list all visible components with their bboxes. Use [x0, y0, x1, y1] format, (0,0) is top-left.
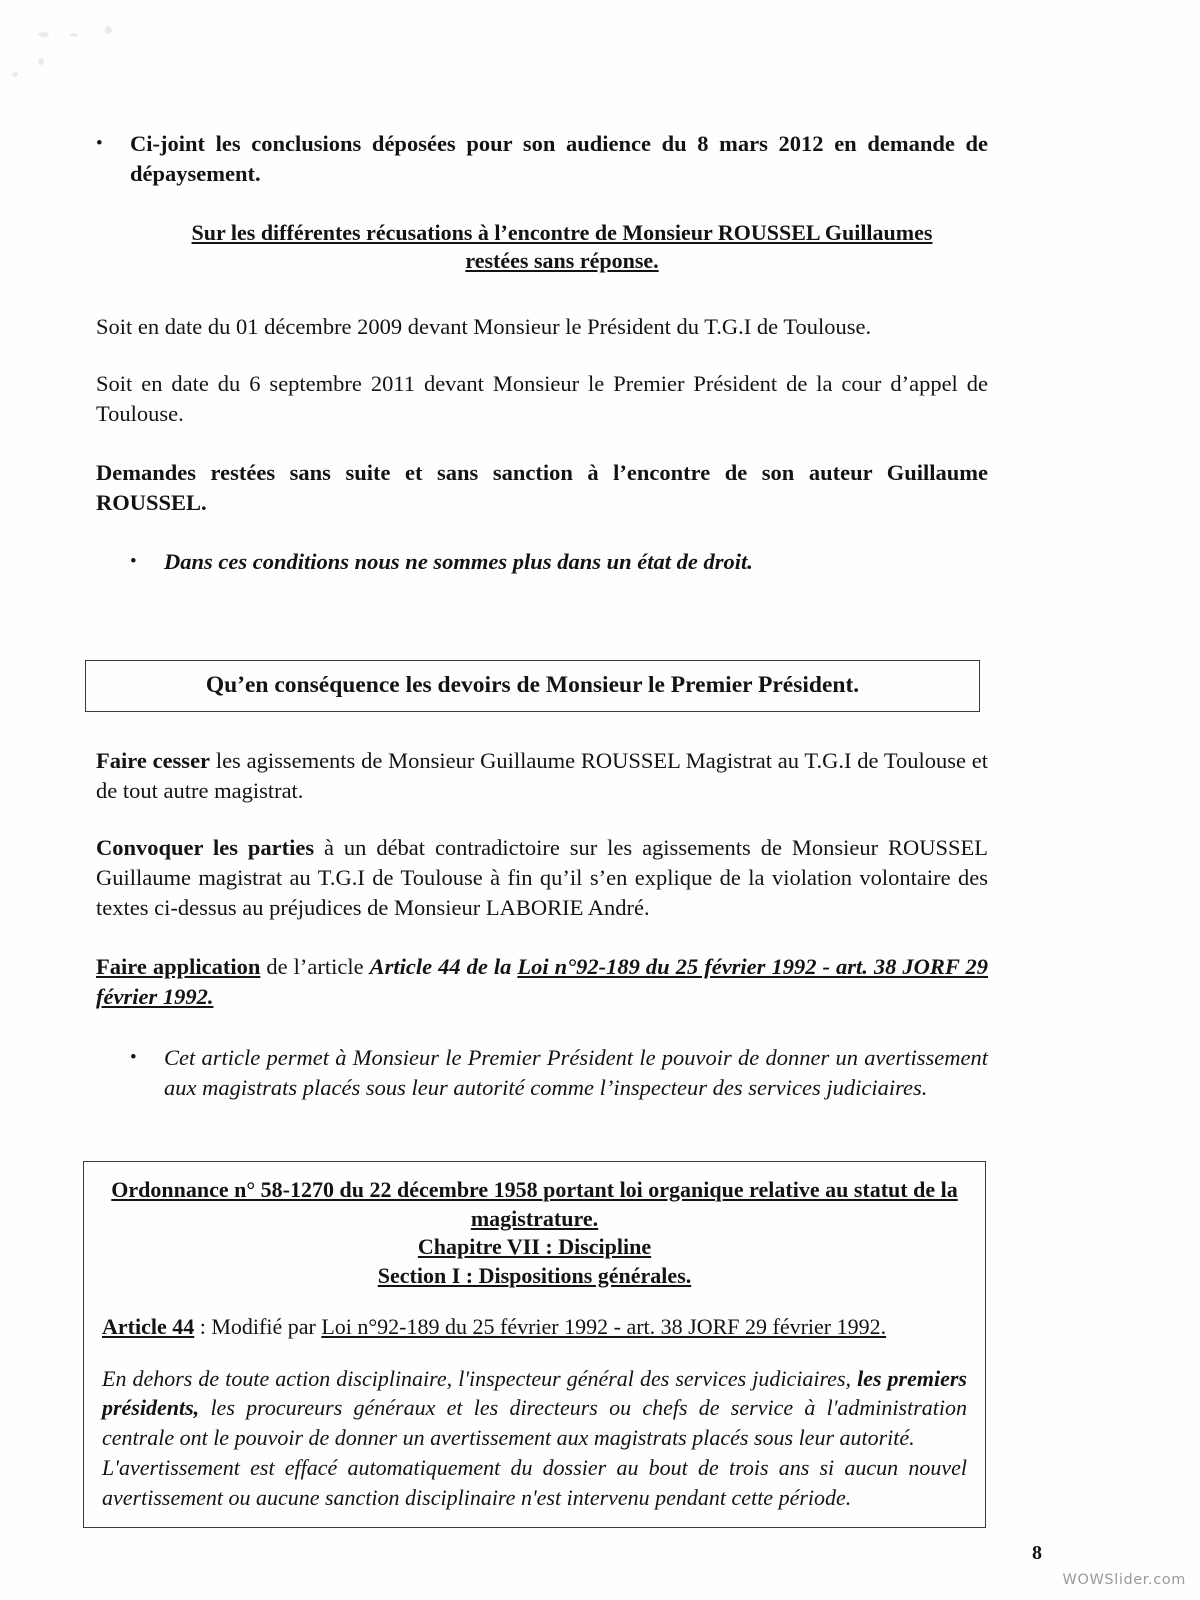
list-item-etat-de-droit [96, 547, 988, 577]
page-number: 8 [1032, 1542, 1042, 1564]
ordonnance-quote-paragraph-1 [102, 1364, 967, 1454]
faire-cesser-lead: Faire cesser [96, 747, 211, 773]
ordonnance-quote [102, 1364, 967, 1514]
ordonnance-heading-line-2: magistrature. [470, 1205, 599, 1231]
faire-application-lead: Faire application [96, 954, 261, 980]
bullet-icon: • [96, 133, 103, 154]
list-item-ci-joint-text: Ci-joint les conclusions déposées pour son audience du 8 mars 2012 en demande de dépaysement. [130, 131, 988, 186]
watermark: WOWSlider.com [1062, 1572, 1186, 1588]
faire-application-article: Article 44 de la [369, 954, 518, 980]
quote-bold-premiers-presidents: les premiers présidents, [102, 1365, 967, 1421]
faire-cesser-rest: les agissements de Monsieur Guillaume ROUSSEL Magistrat au T.G.I de Toulouse et de tout autre magistrat. [96, 747, 988, 803]
ordonnance-heading-line-1: Ordonnance n° 58-1270 du 22 décembre 1958 portant loi organique relative au statut de la [111, 1176, 958, 1202]
ordonnance-heading-line-3: Chapitre VII : Discipline [417, 1234, 652, 1260]
paragraph-demandes: Demandes restées sans suite et sans sanction à l’encontre de son auteur Guillaume ROUSSEL. [96, 459, 988, 515]
ordonnance-article-line [102, 1312, 967, 1341]
quote-part-1: En dehors de toute action disciplinaire, l'inspecteur général des services judiciaires, [102, 1365, 858, 1391]
ordonnance-heading [102, 1172, 967, 1290]
recusations-heading-line-2: restées sans réponse. [465, 248, 659, 274]
devoirs-title-text: Qu’en conséquence les devoirs de Monsieur le Premier Président. [205, 671, 860, 698]
convoquer-lead: Convoquer les parties [96, 835, 315, 861]
list-item-cet-article [96, 1043, 988, 1103]
scan-artifact [12, 72, 18, 77]
ordonnance-heading-line-4: Section I : Dispositions générales. [377, 1262, 692, 1288]
list-item-cet-article-text: Cet article permet à Monsieur le Premier Président le pouvoir de donner un avertissement aux magistrats placés sous leur autorité comme l’inspecteur des services judiciaires. [164, 1045, 988, 1101]
ordonnance-article-reference: Loi n°92-189 du 25 février 1992 - art. 38 JORF 29 février 1992. [321, 1314, 887, 1340]
faire-application-mid: de l’article [260, 954, 370, 980]
convoquer-rest: à un débat contradictoire sur les agissements de Monsieur ROUSSEL Guillaume magistrat au T.G.I de Toulouse à fin qu’il s’en explique de la violation volontaire des textes ci-dessus au préjudices de Monsieur LABORIE André. [96, 835, 988, 921]
paragraph-date-2009: Soit en date du 01 décembre 2009 devant Monsieur le Président du T.G.I de Toulouse. [96, 314, 872, 340]
list-item-etat-de-droit-text: Dans ces conditions nous ne sommes plus dans un état de droit. [164, 548, 753, 574]
paragraph-convoquer [96, 833, 988, 923]
page-content [96, 0, 988, 1528]
scan-artifact [38, 32, 49, 37]
ordonnance-article-mid: : Modifié par [194, 1314, 322, 1340]
paragraph-faire-cesser [96, 746, 988, 806]
ordonnance-box [83, 1161, 986, 1528]
bullet-icon: • [130, 550, 137, 572]
ordonnance-quote-paragraph-2: L'avertissement est effacé automatiquement du dossier au bout de trois ans si aucun nouvel avertissement ou aucune sanction disciplinaire n'est intervenu pendant cette période. [102, 1455, 967, 1511]
paragraph-faire-application [96, 952, 988, 1012]
quote-part-2: les procureurs généraux et les directeurs ou chefs de service à l'administration centrale ont le pouvoir de donner un avertissement aux magistrats placés sous leur autorité. [102, 1395, 967, 1451]
ordonnance-article-label: Article 44 [102, 1314, 195, 1340]
recusations-heading-line-1: Sur les différentes récusations à l’encontre de Monsieur ROUSSEL Guillaumes [191, 219, 933, 245]
recusations-heading [96, 219, 988, 276]
bullet-icon: • [130, 1047, 137, 1069]
faire-application-loi-reference: Loi n°92-189 du 25 février 1992 - art. 38 JORF 29 février 1992. [96, 954, 988, 1010]
scan-artifact [70, 33, 78, 37]
paragraph-date-2011: Soit en date du 6 septembre 2011 devant Monsieur le Premier Président de la cour d’appel de Toulouse. [96, 370, 988, 426]
devoirs-title-box [85, 660, 980, 712]
list-item-ci-joint [96, 129, 988, 189]
scan-artifact [38, 58, 44, 65]
